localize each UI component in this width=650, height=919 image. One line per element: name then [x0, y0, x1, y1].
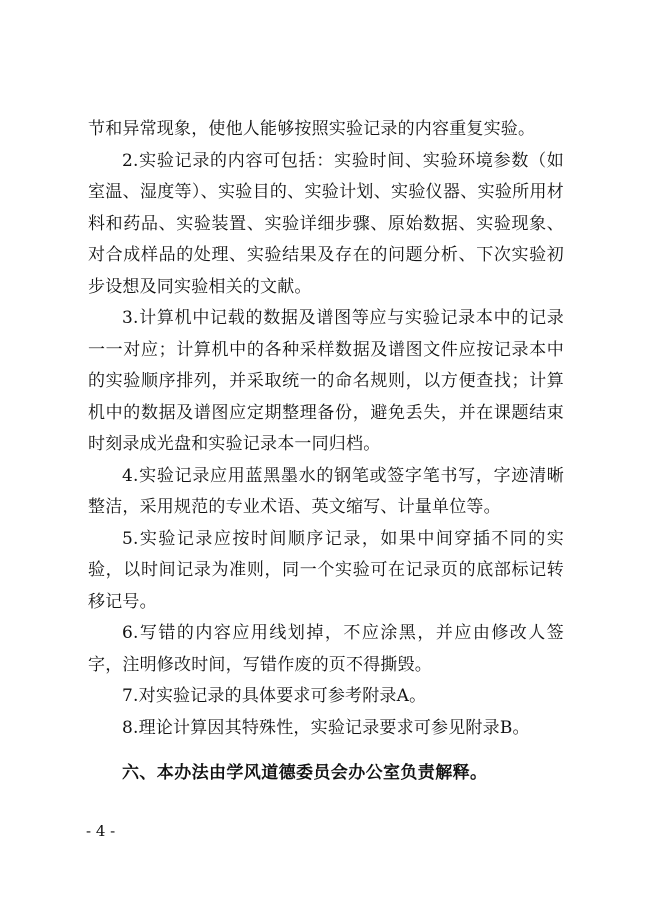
paragraph-item-5: 5.实验记录应按时间顺序记录，如果中间穿插不同的实验，以时间记录为准则，同一个实验可在记录页的底部标记转移记号。: [88, 528, 564, 612]
paragraph-item-8: 8.理论计算因其特殊性，实验记录要求可参见附录B。: [122, 717, 530, 738]
paragraph-item-6: 6.写错的内容应用线划掉，不应涂黑，并应由修改人签字，注明修改时间，写错作废的页不得撕毁。: [88, 623, 564, 675]
page-number: - 4 -: [86, 822, 116, 840]
section-heading-six: 六、本办法由学风道德委员会办公室负责解释。: [122, 763, 488, 783]
paragraph-item-7: 7.对实验记录的具体要求可参考附录A。: [122, 686, 427, 706]
document-body: [88, 114, 564, 790]
paragraph-item-4: 4.实验记录应用蓝黑墨水的钢笔或签字笔书写，字迹清晰整洁，采用规范的专业术语、英文缩写、计量单位等。: [88, 465, 564, 517]
paragraph-continuation: 节和异常现象，使他人能够按照实验记录的内容重复实验。: [88, 119, 536, 139]
paragraph-item-3: 3.计算机中记载的数据及谱图等应与实验记录本中的记录一一对应；计算机中的各种采样数据及谱图文件应按记录本中的实验顺序排列，并采取统一的命名规则，以方便查找；计算机中的数据及谱图应定期整理备份，避免丢失，并在课题结束时刻录成光盘和实验记录本一同归档。: [88, 308, 564, 454]
paragraph-item-2: 2.实验记录的内容可包括：实验时间、实验环境参数（如室温、湿度等）、实验目的、实验计划、实验仪器、实验所用材料和药品、实验装置、实验详细步骤、原始数据、实验现象、对合成样品的处理、实验结果及存在的问题分析、下次实验初步设想及同实验相关的文献。: [88, 150, 564, 297]
